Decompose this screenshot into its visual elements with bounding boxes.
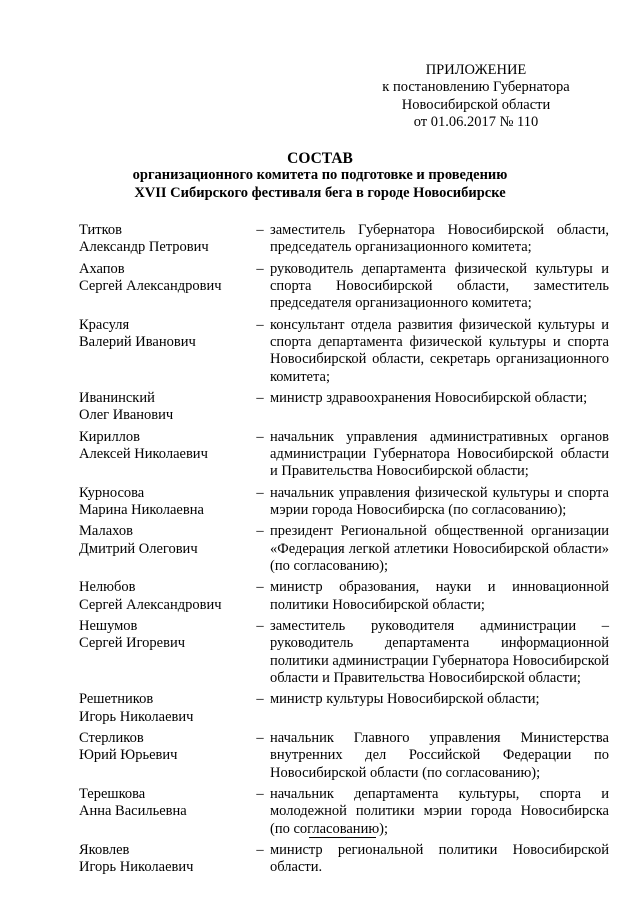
committee-members-list <box>79 222 609 881</box>
appendix-region: Новосибирской области <box>401 96 551 113</box>
member-given-name: Сергей Александрович <box>79 596 222 613</box>
member-name <box>79 222 251 257</box>
member-given-name: Юрий Юрьевич <box>79 747 178 764</box>
member-given-name: Игорь Николаевич <box>79 859 194 876</box>
title-heading: СОСТАВ <box>287 150 353 167</box>
member-name <box>79 523 251 558</box>
member-role: министр культуры Новосибирской области; <box>270 691 540 708</box>
member-surname: Титков <box>79 222 122 238</box>
member-role: начальник управления физической культуры и спорта мэрии города Новосибирска (по согласованию); <box>270 484 609 519</box>
member-name <box>79 618 251 653</box>
member-surname: Нелюбов <box>79 579 136 596</box>
member-entry <box>79 523 609 575</box>
member-name <box>79 730 251 765</box>
member-name <box>79 390 251 425</box>
member-entry <box>79 390 609 425</box>
member-entry <box>79 842 609 877</box>
member-role: министр образования, науки и инновационной политики Новосибирской области; <box>270 579 609 613</box>
member-surname: Стерликов <box>79 729 144 746</box>
member-entry <box>79 317 609 387</box>
member-role: начальник Главного управления Министерства внутренних дел Российской Федерации по Новосибирской области (по согласованию); <box>270 729 609 781</box>
member-given-name: Игорь Николаевич <box>79 708 194 725</box>
member-role: министр региональной политики Новосибирской области. <box>270 841 609 876</box>
member-surname: Решетников <box>79 691 154 708</box>
end-divider-line <box>309 837 376 838</box>
member-entry <box>79 691 609 726</box>
title-subtitle-line2: XVII Сибирского фестиваля бега в городе Новосибирске <box>134 184 506 201</box>
member-role: заместитель Губернатора Новосибирской области, председатель организационного комитета; <box>270 222 609 256</box>
member-role: руководитель департамента физической культуры и спорта Новосибирской области, заместитель председателя организационного комитета; <box>270 260 609 312</box>
member-role: начальник управления административных органов администрации Губернатора Новосибирской области и Правительства Новосибирской области; <box>270 428 609 480</box>
member-entry <box>79 786 609 838</box>
appendix-reference: к постановлению Губернатора <box>382 79 570 96</box>
member-dash: – <box>256 390 264 407</box>
member-given-name: Олег Иванович <box>79 407 174 424</box>
member-name <box>79 261 251 296</box>
appendix-label: ПРИЛОЖЕНИЕ <box>425 62 527 78</box>
member-entry <box>79 579 609 614</box>
member-name <box>79 317 251 352</box>
document-title <box>0 150 640 202</box>
member-surname: Яковлев <box>79 841 130 858</box>
member-given-name: Марина Николаевна <box>79 502 204 519</box>
member-surname: Нешумов <box>79 617 138 634</box>
member-dash: – <box>256 428 264 445</box>
member-entry <box>79 261 609 313</box>
member-dash: – <box>256 222 264 238</box>
member-given-name: Сергей Александрович <box>79 278 222 295</box>
member-surname: Терешкова <box>79 785 146 802</box>
member-name <box>79 485 251 520</box>
member-dash: – <box>256 316 264 333</box>
member-role: заместитель руководителя администрации – руководитель департамента информационной политики администрации Губернатора Новосибирской области и Правительства Новосибирской области; <box>270 617 609 687</box>
member-surname: Кириллов <box>79 428 141 445</box>
member-entry <box>79 730 609 782</box>
title-subtitle-line1: организационного комитета по подготовке и проведению <box>132 167 508 184</box>
member-entry <box>79 222 609 257</box>
member-role: президент Региональной общественной организации «Федерация легкой атлетики Новосибирской области» (по согласованию); <box>270 523 609 575</box>
member-entry <box>79 485 609 520</box>
member-name <box>79 786 251 821</box>
member-dash: – <box>256 729 264 746</box>
member-given-name: Дмитрий Олегович <box>79 540 198 557</box>
appendix-header <box>366 62 586 132</box>
member-dash: – <box>256 841 264 858</box>
member-surname: Красуля <box>79 316 130 333</box>
member-name <box>79 429 251 464</box>
member-given-name: Алексей Николаевич <box>79 446 208 463</box>
member-role: консультант отдела развития физической культуры и спорта департамента физической культуры и спорта Новосибирской области, секретарь организационного комитета; <box>270 316 609 385</box>
member-role: министр здравоохранения Новосибирской области; <box>270 390 588 407</box>
member-entry <box>79 429 609 481</box>
member-given-name: Валерий Иванович <box>79 334 196 351</box>
member-given-name: Анна Васильевна <box>79 803 187 820</box>
member-dash: – <box>256 523 264 540</box>
member-dash: – <box>256 484 264 501</box>
member-dash: – <box>256 579 264 596</box>
member-given-name: Александр Петрович <box>79 239 209 256</box>
member-surname: Курносова <box>79 484 145 501</box>
member-name <box>79 691 251 726</box>
member-dash: – <box>256 260 264 277</box>
member-entry <box>79 618 609 688</box>
member-surname: Малахов <box>79 523 133 540</box>
member-role: начальник департамента культуры, спорта и молодежной политики мэрии города Новосибирска (по согласованию); <box>270 785 609 837</box>
member-dash: – <box>256 691 264 708</box>
member-dash: – <box>256 785 264 802</box>
appendix-date-number: от 01.06.2017 № 110 <box>413 114 539 131</box>
member-dash: – <box>256 617 264 634</box>
member-surname: Ахапов <box>79 260 125 277</box>
member-given-name: Сергей Игоревич <box>79 635 186 652</box>
member-name <box>79 579 251 614</box>
member-name <box>79 842 251 877</box>
member-surname: Иванинский <box>79 390 155 407</box>
